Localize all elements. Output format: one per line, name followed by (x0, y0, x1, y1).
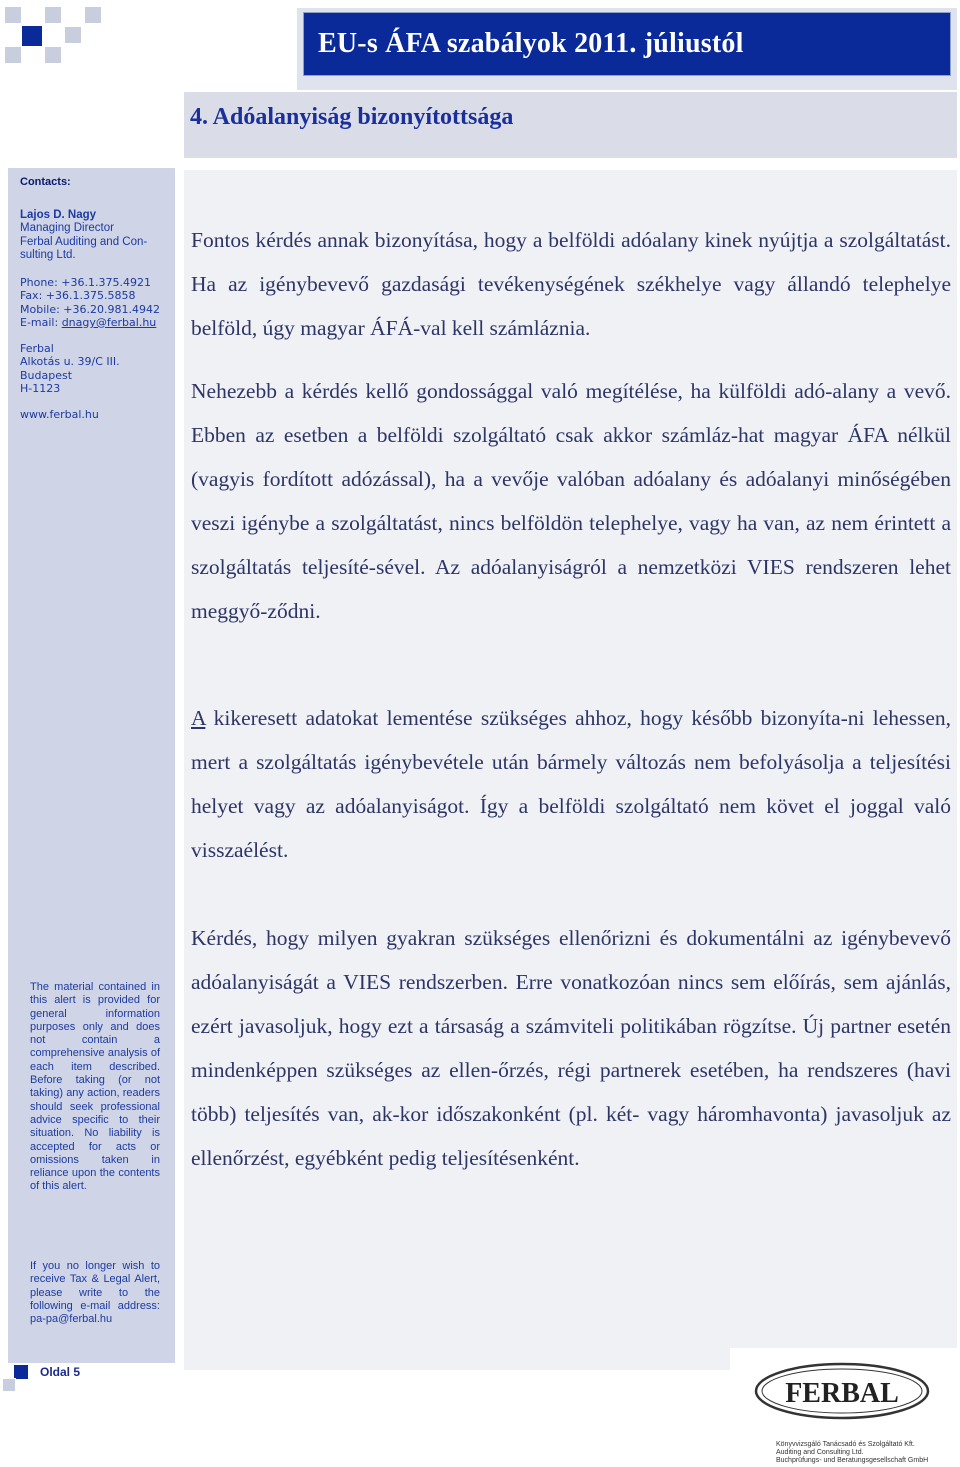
footer-square (14, 1365, 28, 1379)
contacts-label: Contacts: (20, 176, 71, 188)
email-label: E-mail: (20, 315, 62, 329)
website-block (20, 408, 170, 421)
contact-name: Lajos D. Nagy (20, 209, 97, 221)
contact-company-cont: sulting Ltd. (20, 248, 76, 261)
address-company: Ferbal (20, 342, 54, 355)
address-street: Alkotás u. 39/C III. (20, 355, 120, 369)
disclaimer-text: The material contained in this alert is provided for general information purposes only and does not contain a comprehensive analysis of each item described. Before taking (or not taking) any action, readers should seek professional advice specific to their situation. No liability is accepted for acts or omissions taken in reliance upon the contents of this alert. (30, 981, 160, 1193)
paragraph-3-first-letter: A (191, 706, 206, 730)
contacts-sidebar (8, 168, 175, 1363)
paragraph-2: Nehezebb a kérdés kellő gondossággal való megítélése, ha külföldi adó-alany a vevő. Ebben az esetben a belföldi szolgáltató csak akkor számláz-hat magyar ÁFA nélkül (vagyis fordított adózással), ha a vevője valóban adóalany és adóalanyi minőségében veszi igénybe a szolgáltatást, nincs belföldön telephelye, vagy ha van, az nem érintett a szolgáltatás teljesíté-sével. Az adóalanyiságról a nemzetközi VIES rendszeren lehet meggyő-ződni. (191, 379, 951, 623)
decorative-square (84, 6, 102, 24)
decorative-square (4, 46, 22, 64)
decorative-square (64, 26, 82, 44)
section-title: 4. Adóalanyiság bizonyítottsága (190, 104, 514, 130)
unsubscribe-text: If you no longer wish to receive Tax & Legal Alert, please write to the following e-mail address: pa-pa@ferbal.hu (30, 1260, 160, 1326)
section-bar (184, 92, 957, 158)
address-block (20, 342, 170, 395)
paragraph-3 (191, 696, 951, 872)
title-box (303, 12, 951, 76)
logo-ellipse-icon (752, 1360, 932, 1422)
contact-fax: Fax: +36.1.375.5858 (20, 289, 136, 303)
decorative-square (4, 6, 22, 24)
ferbal-logo (730, 1348, 957, 1467)
paragraph-3-text: kikeresett adatokat lementése szükséges ahhoz, hogy később bizonyíta-ni lehessen, mert a szolgáltatás igénybevétele után bármely változás nem befolyásolja a teljesítési helyet vagy az adóalanyiságot. Így a belföldi szolgáltató nem követ el joggal való visszaélést. (191, 706, 951, 862)
logo-line-3: Buchprüfungs- und Beratungsgesellschaft GmbH (776, 1457, 929, 1464)
email-link[interactable]: dnagy@ferbal.hu (61, 315, 157, 329)
logo-line-2: Auditing and Consulting Ltd. (776, 1449, 864, 1456)
footer-square (2, 1378, 16, 1392)
address-city: Budapest (20, 368, 73, 382)
logo-text: FERBAL (785, 1378, 899, 1409)
contact-email-row (20, 316, 170, 329)
logo-line-1: Könyvvizsgáló Tanácsadó és Szolgáltató Kft. (776, 1441, 915, 1448)
contact-mobile: Mobile: +36.20.981.4942 (20, 302, 160, 316)
contact-person-block (20, 209, 170, 262)
page-number: Oldal 5 (40, 1365, 81, 1379)
decorative-square (22, 26, 42, 46)
contact-phone: Phone: +36.1.375.4921 (20, 276, 151, 289)
address-zip: H-1123 (20, 381, 61, 395)
paragraph-1: Fontos kérdés annak bizonyítása, hogy a belföldi adóalany kinek nyújtja a szolgáltatást. Ha az igénybevevő gazdasági tevékenységének székhelye vagy állandó telephelye belföld, úgy magyar ÁFÁ-val kell számláznia. (191, 228, 951, 340)
document-title: EU-s ÁFA szabályok 2011. júliustól (318, 28, 744, 59)
decorative-square (44, 46, 62, 64)
contact-phones-block (20, 276, 170, 329)
website-link[interactable]: www.ferbal.hu (20, 408, 99, 421)
paragraph-4: Kérdés, hogy milyen gyakran szükséges ellenőrizni és dokumentálni az igénybevevő adóalanyiságát a VIES rendszerben. Erre vonatkozóan nincs sem előírás, sem ajánlás, ezért javasoljuk, hogy ezt a társaság a számviteli politikában rögzítse. Új partner esetén mindenképpen szükséges az ellen-őrzés, régi partnerek esetében, ha rendszeres (havi több) teljesítés van, ak-kor időszakonként (pl. két- vagy háromhavonta) javasoljuk az ellenőrzést, egyébként pedig teljesítésenként. (191, 926, 951, 1170)
contact-company: Ferbal Auditing and Con- (20, 235, 148, 248)
decorative-square (44, 6, 62, 24)
header-bar (297, 8, 957, 90)
contact-role: Managing Director (20, 222, 114, 235)
